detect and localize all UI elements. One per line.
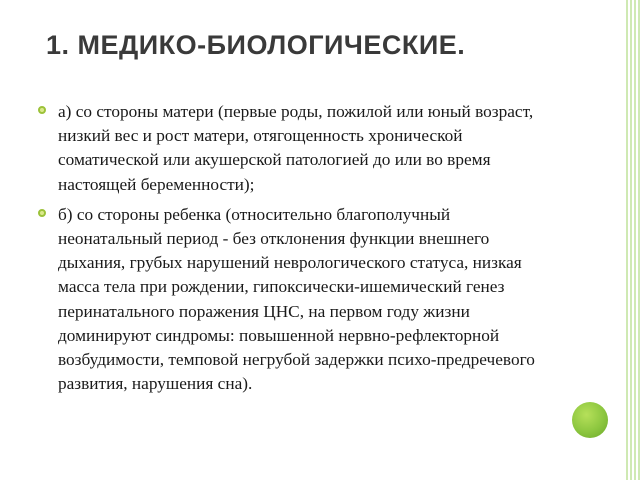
bullet-dot-icon [38, 106, 46, 114]
bullet-dot-icon [38, 209, 46, 217]
slide-title: 1. МЕДИКО-БИОЛОГИЧЕСКИЕ. [46, 30, 466, 60]
decorative-stripes [626, 0, 640, 480]
bullet-item [38, 100, 558, 197]
green-circle-icon [572, 402, 608, 438]
bullet-list [38, 100, 558, 402]
bullet-text: а) со стороны матери (первые роды, пожилой или юный возраст, низкий вес и рост матери, отягощенность хронической соматической или акушерской патологией до или во время настоящей беременности); [58, 102, 534, 194]
bullet-item [38, 203, 558, 397]
bullet-text: б) со стороны ребенка (относительно благополучный неонатальный период - без отклонения функции внешнего дыхания, грубых нарушений неврологического статуса, низкая масса тела при рождении, гипоксически-ишемический генез перинатального поражения ЦНС, на первом году жизни доминируют синдромы: повышенной нервно-рефлекторной возбудимости, темповой негрубой задержки психо-предречевого развития, нарушения сна). [58, 204, 535, 394]
